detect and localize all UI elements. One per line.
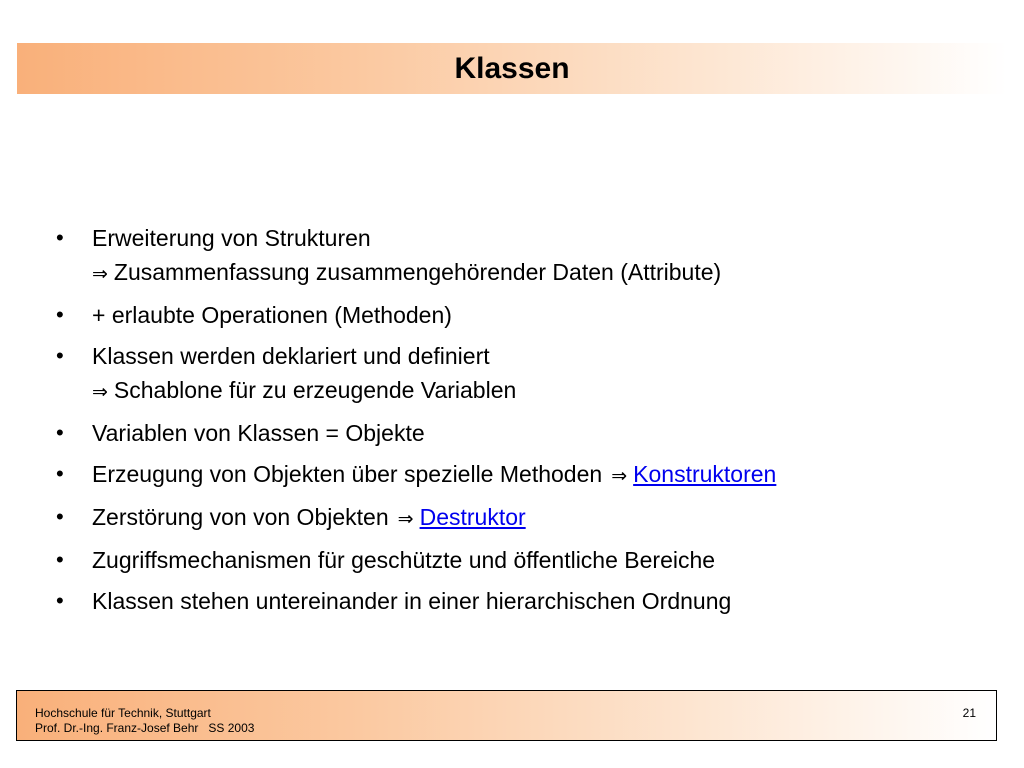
bullet-text: Klassen stehen untereinander in einer hierarchischen Ordnung (92, 588, 732, 614)
bullet-subline (92, 255, 990, 291)
list-item (50, 500, 990, 536)
list-item (50, 543, 990, 577)
bullet-text: Zerstörung von von Objekten (92, 504, 389, 530)
implies-arrow-icon: ⇒ (391, 508, 414, 530)
footer-credits (35, 706, 254, 736)
implies-arrow-icon: ⇒ (92, 381, 108, 403)
bullet-icon: • (56, 225, 64, 250)
bullet-text: Variablen von Klassen = Objekte (92, 420, 425, 446)
implies-arrow-icon: ⇒ (92, 263, 108, 285)
bullet-text: Zugriffsmechanismen für geschützte und öffentliche Bereiche (92, 547, 716, 573)
content-area (50, 221, 990, 625)
bullet-icon: • (56, 343, 64, 368)
bullet-subline (92, 373, 990, 409)
implies-arrow-icon: ⇒ (605, 465, 628, 487)
list-item (50, 457, 990, 493)
slide-title: Klassen (454, 52, 570, 85)
list-item (50, 221, 990, 291)
konstruktoren-link[interactable]: Konstruktoren (633, 461, 777, 487)
list-item (50, 339, 990, 409)
footer-bar (16, 690, 997, 741)
list-item (50, 584, 990, 618)
bullet-icon: • (56, 547, 64, 572)
title-bar (17, 43, 1007, 94)
bullet-icon: • (56, 588, 64, 613)
bullet-icon: • (56, 302, 64, 327)
bullet-icon: • (56, 420, 64, 445)
bullet-icon: • (56, 504, 64, 529)
bullet-subtext: Schablone für zu erzeugende Variablen (113, 377, 517, 403)
list-item (50, 416, 990, 450)
footer-institution: Hochschule für Technik, Stuttgart (35, 706, 211, 720)
bullet-subtext: Zusammenfassung zusammengehörender Daten (Attribute) (113, 259, 722, 285)
bullet-icon: • (56, 461, 64, 486)
footer-author: Prof. Dr.-Ing. Franz-Josef Behr SS 2003 (35, 721, 255, 735)
bullet-text: Erzeugung von Objekten über spezielle Methoden (92, 461, 603, 487)
page-number: 21 (962, 706, 976, 720)
bullet-list (50, 221, 990, 618)
bullet-text: + erlaubte Operationen (Methoden) (92, 302, 452, 328)
list-item (50, 298, 990, 332)
bullet-text: Klassen werden deklariert und definiert (92, 343, 490, 369)
bullet-text: Erweiterung von Strukturen (92, 225, 371, 251)
destruktor-link[interactable]: Destruktor (419, 504, 526, 530)
